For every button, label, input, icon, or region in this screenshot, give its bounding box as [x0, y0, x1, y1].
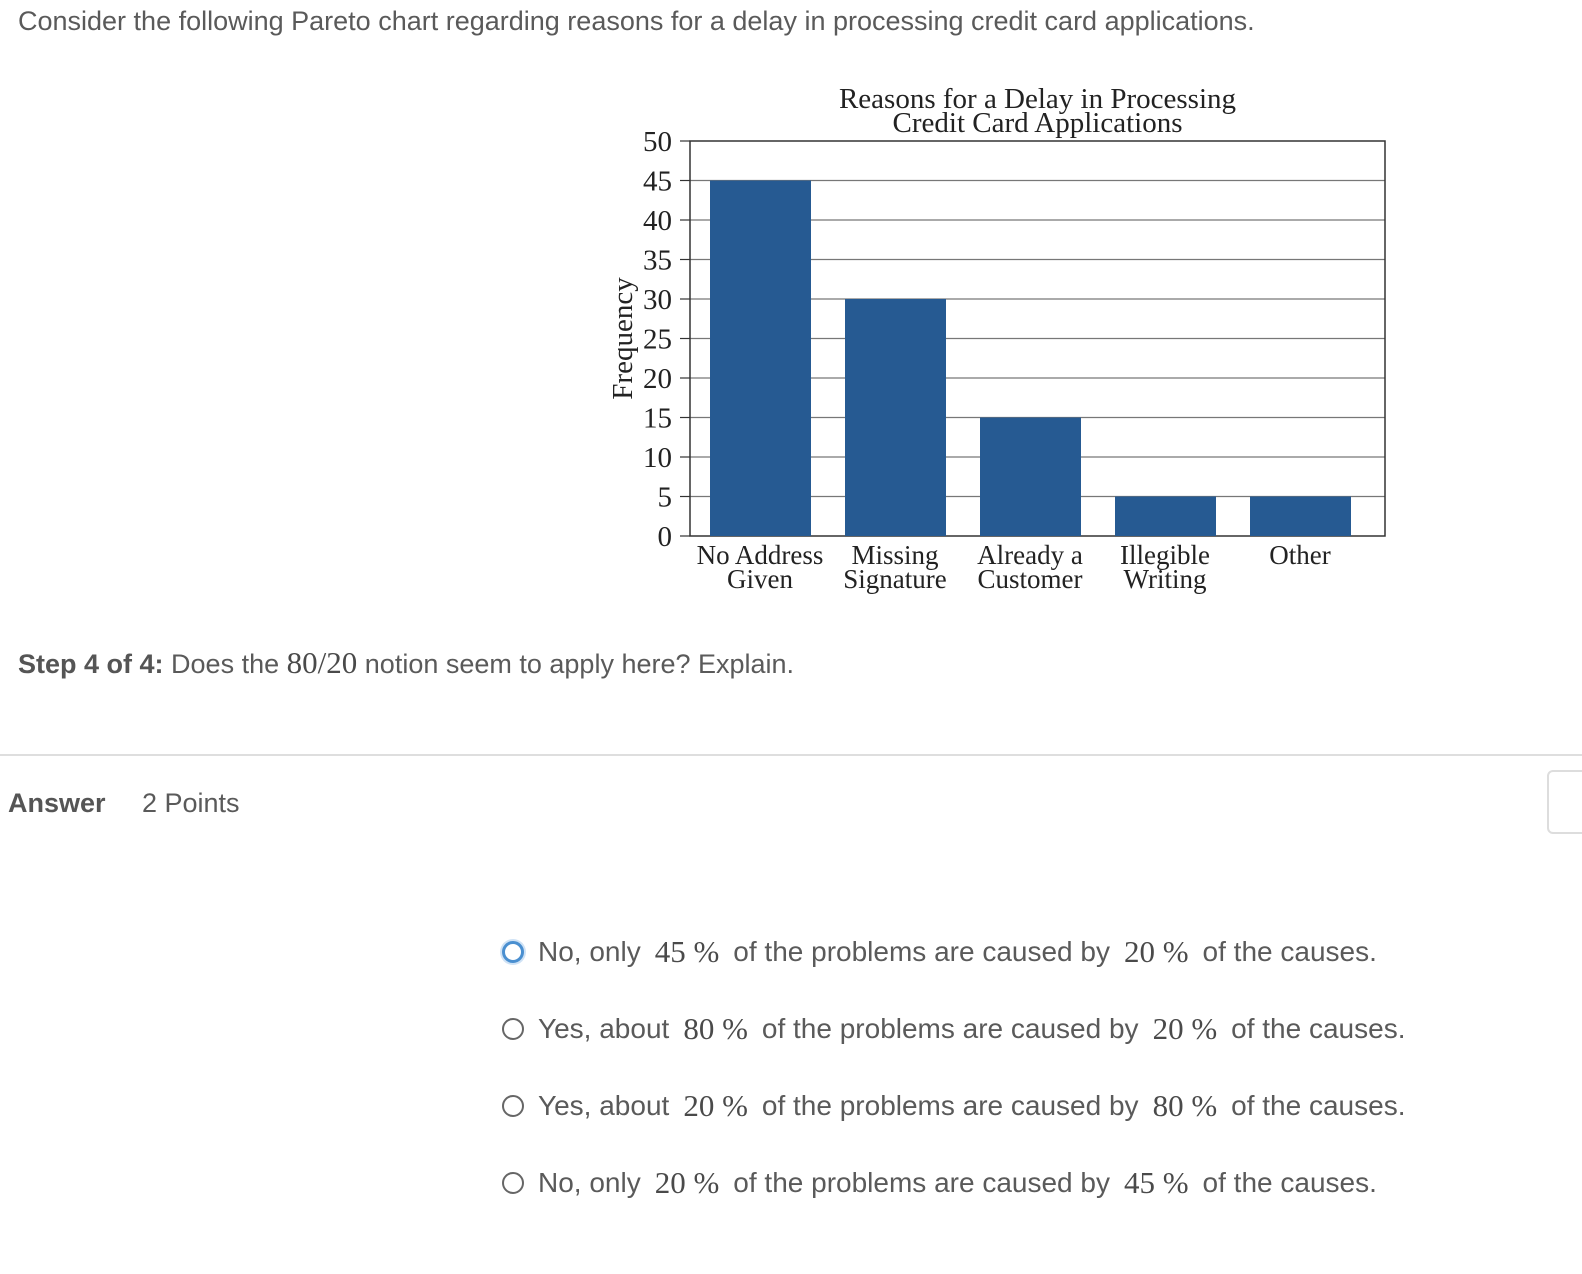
chart-title-line-1: Reasons for a Delay in Processing — [838, 83, 1237, 115]
y-tick-label: 40 — [643, 205, 672, 237]
option-4-n1: 20 % — [654, 1165, 720, 1200]
x-tick-label: Signature — [843, 564, 947, 594]
option-1-p1: No, only — [538, 936, 641, 967]
bar-5 — [1250, 497, 1351, 537]
y-tick-label: 30 — [643, 284, 672, 316]
y-tick-label: 15 — [643, 402, 672, 435]
chart-svg — [600, 78, 1400, 608]
option-2-p2: of the problems are caused by — [761, 1013, 1139, 1044]
y-tick-label: 20 — [643, 363, 672, 395]
bar-4 — [1115, 497, 1216, 537]
bar-3 — [980, 418, 1081, 537]
step-fraction: 80/20 — [286, 645, 358, 680]
x-tick-label: No Address — [696, 540, 824, 570]
x-tick-label: Illegible — [1120, 540, 1210, 570]
option-3-n2: 80 % — [1152, 1088, 1218, 1123]
pareto-chart — [600, 78, 1400, 608]
y-tick-label: 35 — [643, 244, 672, 277]
side-panel-tab[interactable] — [1547, 770, 1582, 834]
x-tick-label: Other — [1269, 540, 1331, 570]
x-tick-label: Given — [727, 564, 793, 594]
y-tick-label: 45 — [643, 165, 672, 198]
option-1-p2: of the problems are caused by — [733, 936, 1110, 967]
step-prompt — [18, 645, 794, 681]
x-tick-label: Writing — [1123, 564, 1207, 594]
bar-2 — [845, 299, 946, 536]
radio-option-2[interactable] — [502, 1018, 524, 1040]
x-tick-label: Already a — [977, 540, 1083, 570]
answer-options — [502, 925, 1405, 1233]
radio-option-3[interactable] — [502, 1095, 524, 1117]
section-divider — [0, 754, 1582, 756]
y-tick-label: 0 — [657, 521, 672, 553]
option-3-p3: of the causes. — [1231, 1090, 1406, 1121]
y-tick-label: 50 — [643, 126, 672, 158]
option-3-p2: of the problems are caused by — [761, 1090, 1139, 1121]
option-2[interactable] — [502, 1002, 1405, 1056]
y-tick-label: 5 — [657, 481, 672, 514]
answer-label: Answer — [8, 788, 106, 818]
option-2-p1: Yes, about — [538, 1013, 670, 1044]
chart-title-line-2: Credit Card Applications — [892, 107, 1183, 139]
radio-option-4[interactable] — [502, 1172, 524, 1194]
option-4-p2: of the problems are caused by — [733, 1167, 1110, 1198]
x-tick-label: Customer — [977, 564, 1083, 594]
y-tick-label: 25 — [643, 323, 672, 356]
option-1[interactable] — [502, 925, 1405, 979]
y-tick-label: 10 — [643, 442, 672, 474]
step-text-after: notion seem to apply here? Explain. — [364, 649, 795, 679]
option-4-p3: of the causes. — [1202, 1167, 1377, 1198]
option-4-p1: No, only — [538, 1167, 641, 1198]
radio-option-1[interactable] — [502, 941, 524, 963]
step-label: Step 4 of 4: — [18, 649, 164, 679]
option-4[interactable] — [502, 1156, 1405, 1210]
x-tick-label: Missing — [851, 540, 939, 570]
bar-1 — [710, 181, 811, 537]
option-2-p3: of the causes. — [1231, 1013, 1406, 1044]
option-3[interactable] — [502, 1079, 1405, 1133]
option-2-n1: 80 % — [683, 1011, 748, 1046]
points-label: 2 Points — [142, 788, 240, 818]
option-2-n2: 20 % — [1152, 1011, 1218, 1046]
option-1-p3: of the causes. — [1202, 936, 1377, 967]
question-text: Consider the following Pareto chart regarding reasons for a delay in processing credit card applications. — [18, 6, 1255, 36]
option-1-n1: 45 % — [654, 934, 720, 969]
y-axis-label: Frequency — [607, 277, 639, 400]
step-text-before: Does the — [171, 649, 280, 679]
option-4-n2: 45 % — [1123, 1165, 1189, 1200]
option-1-n2: 20 % — [1123, 934, 1189, 969]
option-3-n1: 20 % — [683, 1088, 748, 1123]
option-3-p1: Yes, about — [538, 1090, 670, 1121]
